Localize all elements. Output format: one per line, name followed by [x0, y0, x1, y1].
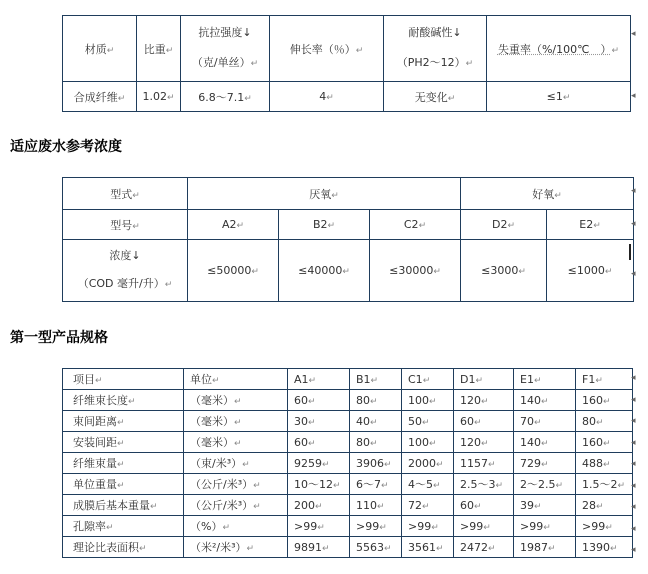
cell-value: >99↵ [350, 516, 402, 537]
cell-value: 70↵ [514, 411, 576, 432]
cell-value: 2000↵ [402, 453, 454, 474]
cell-unit: （公斤/米³）↵ [184, 474, 288, 495]
product-spec-table [62, 368, 633, 558]
header-cell-weight-loss: 失重率（%/100℃ ）↵ [487, 16, 631, 82]
cell-value: >99↵ [288, 516, 350, 537]
cell-item: 纤维束量↵ [63, 453, 184, 474]
cell-value: 1.5～2↵ [576, 474, 633, 495]
cell-concentration: ≤40000↵ [279, 240, 370, 302]
table-header-row [63, 16, 631, 82]
row-end-marker: ◂ [631, 480, 636, 491]
cell-material: 合成纤维↵ [63, 82, 137, 112]
cell-value: >99↵ [576, 516, 633, 537]
cell-value: 100↵ [402, 390, 454, 411]
cell-value: 160↵ [576, 432, 633, 453]
table-row-model [63, 210, 634, 240]
cell-weight-loss: ≤1↵ [487, 82, 631, 112]
cell-item: 成膜后基本重量↵ [63, 495, 184, 516]
row-end-marker: ◂ [631, 502, 636, 512]
header-cell: 单位↵ [184, 369, 288, 390]
cell-value: 80↵ [350, 432, 402, 453]
row-end-marker: ◂ [631, 523, 636, 534]
cell-model-label: 型号↵ [63, 210, 188, 240]
cell-concentration: ≤3000↵ [461, 240, 547, 302]
cell-value: 200↵ [288, 495, 350, 516]
cell-item: 单位重量↵ [63, 474, 184, 495]
table-row [63, 537, 633, 558]
cell-value: 5563↵ [350, 537, 402, 558]
text-cursor [629, 244, 631, 260]
cell-value: 1987↵ [514, 537, 576, 558]
table-row [63, 390, 633, 411]
row-end-marker: ◂ [631, 29, 636, 39]
header-cell-tensile-strength: 抗拉强度↓ （克/单丝）↵ [181, 16, 270, 82]
product-spec-body [63, 369, 633, 558]
cell-value: 80↵ [350, 390, 402, 411]
header-cell: A1↵ [288, 369, 350, 390]
cell-model: D2↵ [461, 210, 547, 240]
cell-model: A2↵ [188, 210, 279, 240]
cell-value: 140↵ [514, 432, 576, 453]
table-row [63, 411, 633, 432]
header-cell: C1↵ [402, 369, 454, 390]
cell-gravity: 1.02↵ [137, 82, 181, 112]
cell-value: 2.5～3↵ [454, 474, 514, 495]
cell-value: 4～5↵ [402, 474, 454, 495]
cell-value: 2472↵ [454, 537, 514, 558]
row-end-marker: ◂ [631, 459, 636, 469]
cell-concentration-label: 浓度↓ （COD 毫升/升）↵ [63, 240, 188, 302]
table-row-type [63, 178, 634, 210]
cell-value: 160↵ [576, 390, 633, 411]
section-heading-wastewater: 适应废水参考浓度 [10, 139, 122, 155]
cell-value: 60↵ [454, 411, 514, 432]
cell-value: 28↵ [576, 495, 633, 516]
table-row [63, 432, 633, 453]
cell-unit: （毫米）↵ [184, 390, 288, 411]
cell-item: 理论比表面积↵ [63, 537, 184, 558]
cell-unit: （%）↵ [184, 516, 288, 537]
cell-acid-alkali: 无变化↵ [384, 82, 487, 112]
header-cell: E1↵ [514, 369, 576, 390]
table-row [63, 453, 633, 474]
cell-type-label: 型式↵ [63, 178, 188, 210]
cell-tensile: 6.8～7.1↵ [181, 82, 270, 112]
cell-value: 50↵ [402, 411, 454, 432]
cell-value: 39↵ [514, 495, 576, 516]
cell-value: 3906↵ [350, 453, 402, 474]
cell-concentration: ≤30000↵ [370, 240, 461, 302]
cell-value: >99↵ [454, 516, 514, 537]
row-end-marker: ◂ [631, 91, 636, 101]
row-end-marker: ◂ [631, 394, 636, 405]
cell-value: 110↵ [350, 495, 402, 516]
cell-value: 2～2.5↵ [514, 474, 576, 495]
cell-value: >99↵ [402, 516, 454, 537]
header-cell-material: 材质↵ [63, 16, 137, 82]
cell-anaerobic: 厌氧↵ [188, 178, 461, 210]
cell-value: 60↵ [454, 495, 514, 516]
cell-value: 1157↵ [454, 453, 514, 474]
cell-unit: （毫米）↵ [184, 432, 288, 453]
table-row [63, 474, 633, 495]
cell-elongation: 4↵ [270, 82, 384, 112]
header-cell-specific-gravity: 比重↵ [137, 16, 181, 82]
row-end-marker: ◂ [631, 186, 636, 196]
cell-model: C2↵ [370, 210, 461, 240]
cell-concentration: ≤50000↵ [188, 240, 279, 302]
cell-value: 6～7↵ [350, 474, 402, 495]
cell-value: 120↵ [454, 390, 514, 411]
cell-value: 60↵ [288, 390, 350, 411]
table-row-concentration [63, 240, 634, 302]
cell-value: 488↵ [576, 453, 633, 474]
cell-model: E2↵ [547, 210, 634, 240]
cell-value: 40↵ [350, 411, 402, 432]
material-properties-table [62, 15, 631, 112]
cell-value: 729↵ [514, 453, 576, 474]
header-cell: F1↵ [576, 369, 633, 390]
section-heading-product-spec: 第一型产品规格 [10, 330, 108, 346]
cell-value: 60↵ [288, 432, 350, 453]
cell-value: 9891↵ [288, 537, 350, 558]
cell-unit: （公斤/米³）↵ [184, 495, 288, 516]
cell-value: 140↵ [514, 390, 576, 411]
cell-value: 10～12↵ [288, 474, 350, 495]
header-cell: 项目↵ [63, 369, 184, 390]
cell-value: 3561↵ [402, 537, 454, 558]
cell-unit: （束/米³）↵ [184, 453, 288, 474]
cell-model: B2↵ [279, 210, 370, 240]
cell-item: 安装间距↵ [63, 432, 184, 453]
cell-value: 9259↵ [288, 453, 350, 474]
row-end-marker: ◂ [631, 219, 636, 229]
cell-item: 纤维束长度↵ [63, 390, 184, 411]
cell-item: 束间距离↵ [63, 411, 184, 432]
header-cell-elongation: 伸长率（％）↵ [270, 16, 384, 82]
row-end-marker: ◂ [631, 269, 636, 279]
table-row [63, 516, 633, 537]
cell-aerobic: 好氧↵ [461, 178, 634, 210]
row-end-marker: ◂ [631, 416, 636, 426]
row-end-marker: ◂ [631, 437, 636, 448]
cell-value: 72↵ [402, 495, 454, 516]
cell-value: >99↵ [514, 516, 576, 537]
header-cell-acid-alkali: 耐酸碱性↓ （PH2～12）↵ [384, 16, 487, 82]
cell-value: 80↵ [576, 411, 633, 432]
table-header-row [63, 369, 633, 390]
table-row [63, 82, 631, 112]
cell-value: 120↵ [454, 432, 514, 453]
cell-value: 1390↵ [576, 537, 633, 558]
cell-value: 30↵ [288, 411, 350, 432]
cell-unit: （米²/米³）↵ [184, 537, 288, 558]
header-cell: B1↵ [350, 369, 402, 390]
cell-unit: （毫米）↵ [184, 411, 288, 432]
cell-value: 100↵ [402, 432, 454, 453]
cell-item: 孔隙率↵ [63, 516, 184, 537]
header-cell: D1↵ [454, 369, 514, 390]
cell-concentration: ≤1000↵ [547, 240, 634, 302]
wastewater-concentration-table [62, 177, 634, 302]
table-row [63, 495, 633, 516]
row-end-marker: ◂ [631, 373, 636, 383]
row-end-marker: ◂ [631, 545, 636, 555]
